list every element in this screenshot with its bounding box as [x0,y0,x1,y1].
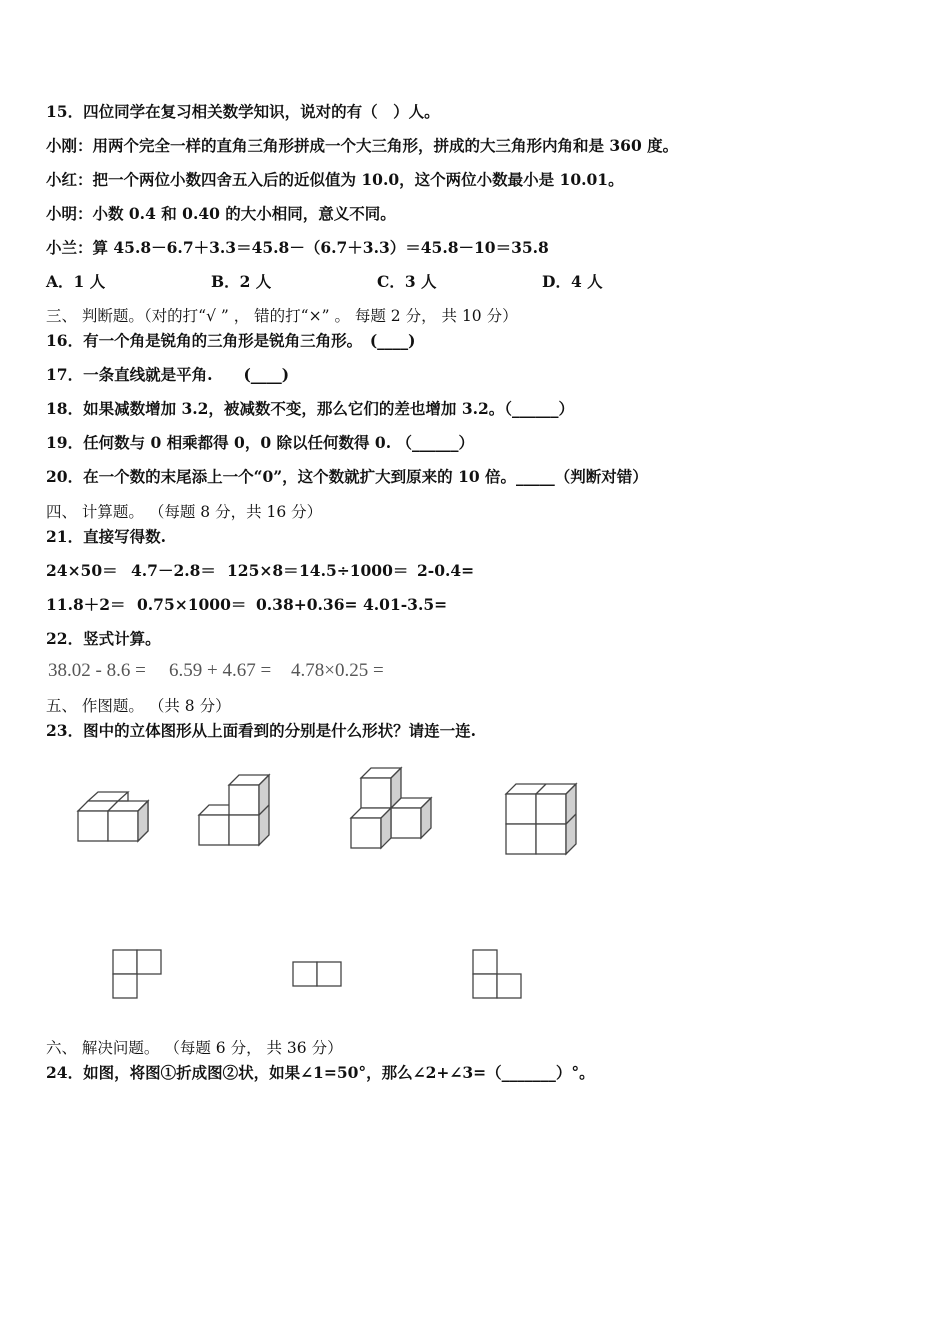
vertical-calc-item: 6.59 + 4.67 = [169,660,272,681]
q15-statement-xiaolan: 小兰：算 45.8－6.7＋3.3＝45.8－（6.7＋3.3）＝45.8－10＝35.8 [46,238,549,257]
section-6-heading: 六、 解决问题。 （每题 6 分， 共 36 分） [46,1039,343,1057]
q24: 24．如图，将图①折成图②状，如果∠1=50°，那么∠2+∠3=（_______）°。 [46,1063,595,1082]
calc-item: 14.5÷1000＝ [299,561,409,580]
vertical-calc-item: 38.02 - 8.6 = [48,660,146,681]
solid-figure-4 [498,778,583,858]
q15-statement-xiaohong: 小红：把一个两位小数四舍五入后的近似值为 10.0，这个两位小数最小是 10.01。 [46,170,624,189]
top-view-1 [110,948,165,1000]
calc-item: 24×50＝ [46,561,118,580]
section-5-heading: 五、 作图题。 （共 8 分） [46,697,231,715]
q15-option-b[interactable]: B．2 人 [211,272,272,291]
q15-option-d[interactable]: D．4 人 [542,272,603,291]
section-3-heading: 三、 判断题。（对的打“√ ” ， 错的打“×” 。 每题 2 分， 共 10 分） [46,307,518,325]
solid-figure-1 [70,785,155,847]
top-view-3 [470,948,525,1000]
calc-item: 4.01-3.5= [363,595,448,614]
q15-stem: 15．四位同学在复习相关数学知识，说对的有（ ）人。 [46,102,440,121]
q22: 22．竖式计算。 [46,629,161,648]
q15-statement-xiaogang: 小刚：用两个完全一样的直角三角形拼成一个大三角形，拼成的大三角形内角和是 360 度。 [46,136,679,155]
q15-statement-xiaoming: 小明：小数 0.4 和 0.40 的大小相同，意义不同。 [46,204,396,223]
q19: 19．任何数与 0 相乘都得 0，0 除以任何数得 0. （______） [46,433,474,452]
q17: 17．一条直线就是平角. (____) [46,365,290,384]
calc-item: 2-0.4= [417,561,475,580]
calc-item: 125×8＝ [227,561,299,580]
solid-figure-3 [343,762,438,852]
q16: 16．有一个角是锐角的三角形是锐角三角形。 (____) [46,331,416,350]
calc-item: 0.75×1000＝ [137,595,247,614]
calc-item: 11.8＋2＝ [46,595,126,614]
section-4-heading: 四、 计算题。 （每题 8 分，共 16 分） [46,503,323,521]
solid-figure-2 [192,768,277,850]
q21: 21．直接写得数. [46,527,166,546]
calc-item: 0.38+0.36= [256,595,358,614]
q15-option-c[interactable]: C．3 人 [377,272,437,291]
vertical-calc-item: 4.78×0.25 = [291,660,384,681]
calc-item: 4.7－2.8＝ [131,561,216,580]
q23: 23．图中的立体图形从上面看到的分别是什么形状？请连一连. [46,721,476,740]
q20: 20．在一个数的末尾添上一个“0”，这个数就扩大到原来的 10 倍。_____（判断对错） [46,467,648,486]
top-view-2 [290,960,345,990]
q15-option-a[interactable]: A．1 人 [46,272,106,291]
q18: 18．如果减数增加 3.2，被减数不变，那么它们的差也增加 3.2。（______） [46,399,575,418]
